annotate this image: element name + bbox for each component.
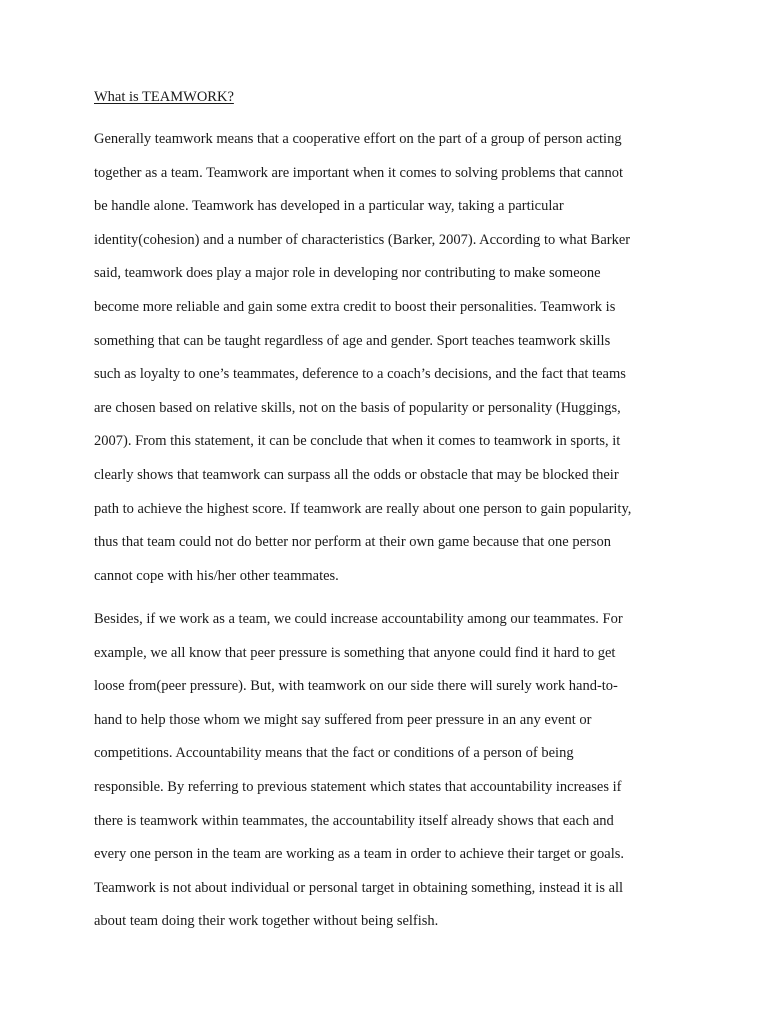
paragraph-line: cannot cope with his/her other teammates. <box>94 567 339 584</box>
paragraph-line: every one person in the team are working as a team in order to achieve their target or goals. <box>94 846 624 863</box>
paragraph-line: there is teamwork within teammates, the accountability itself already shows that each and <box>94 812 614 829</box>
paragraph-line: example, we all know that peer pressure is something that anyone could find it hard to get <box>94 644 616 661</box>
paragraph-line: become more reliable and gain some extra credit to boost their personalities. Teamwork is <box>94 298 616 315</box>
paragraph-line: thus that team could not do better nor perform at their own game because that one person <box>94 534 612 551</box>
paragraph-line: competitions. Accountability means that the fact or conditions of a person of being <box>94 745 574 762</box>
paragraph-line: responsible. By referring to previous statement which states that accountability increases if <box>94 778 622 795</box>
paragraph-1 <box>94 130 631 600</box>
paragraph-line: together as a team. Teamwork are important when it comes to solving problems that cannot <box>94 164 624 181</box>
paragraph-2 <box>94 610 624 946</box>
paragraph-line: Besides, if we work as a team, we could increase accountability among our teammates. For <box>94 611 623 627</box>
paragraph-line: identity(cohesion) and a number of characteristics (Barker, 2007). According to what Barker <box>94 231 631 248</box>
paragraph-line: something that can be taught regardless of age and gender. Sport teaches teamwork skills <box>94 332 611 349</box>
paragraph-line: loose from(peer pressure). But, with teamwork on our side there will surely work hand-to- <box>94 678 618 695</box>
paragraph-line: hand to help those whom we might say suffered from peer pressure in an any event or <box>94 711 592 728</box>
paragraph-line: path to achieve the highest score. If teamwork are really about one person to gain popularity, <box>94 500 632 517</box>
paragraph-line: Generally teamwork means that a cooperative effort on the part of a group of person acting <box>94 131 622 147</box>
document-title: What is TEAMWORK? <box>94 89 234 105</box>
paragraph-line: clearly shows that teamwork can surpass all the odds or obstacle that may be blocked their <box>94 466 619 483</box>
paragraph-line: about team doing their work together without being selfish. <box>94 913 439 930</box>
paragraph-line: be handle alone. Teamwork has developed in a particular way, taking a particular <box>94 198 564 215</box>
paragraph-line: are chosen based on relative skills, not on the basis of popularity or personality (Huggings, <box>94 399 621 416</box>
paragraph-line: 2007). From this statement, it can be conclude that when it comes to teamwork in sports, it <box>94 433 621 450</box>
paragraph-line: Teamwork is not about individual or personal target in obtaining something, instead it is all <box>94 879 624 896</box>
paragraph-line: said, teamwork does play a major role in developing nor contributing to make someone <box>94 265 601 282</box>
paragraph-line: such as loyalty to one’s teammates, deference to a coach’s decisions, and the fact that teams <box>94 366 626 383</box>
